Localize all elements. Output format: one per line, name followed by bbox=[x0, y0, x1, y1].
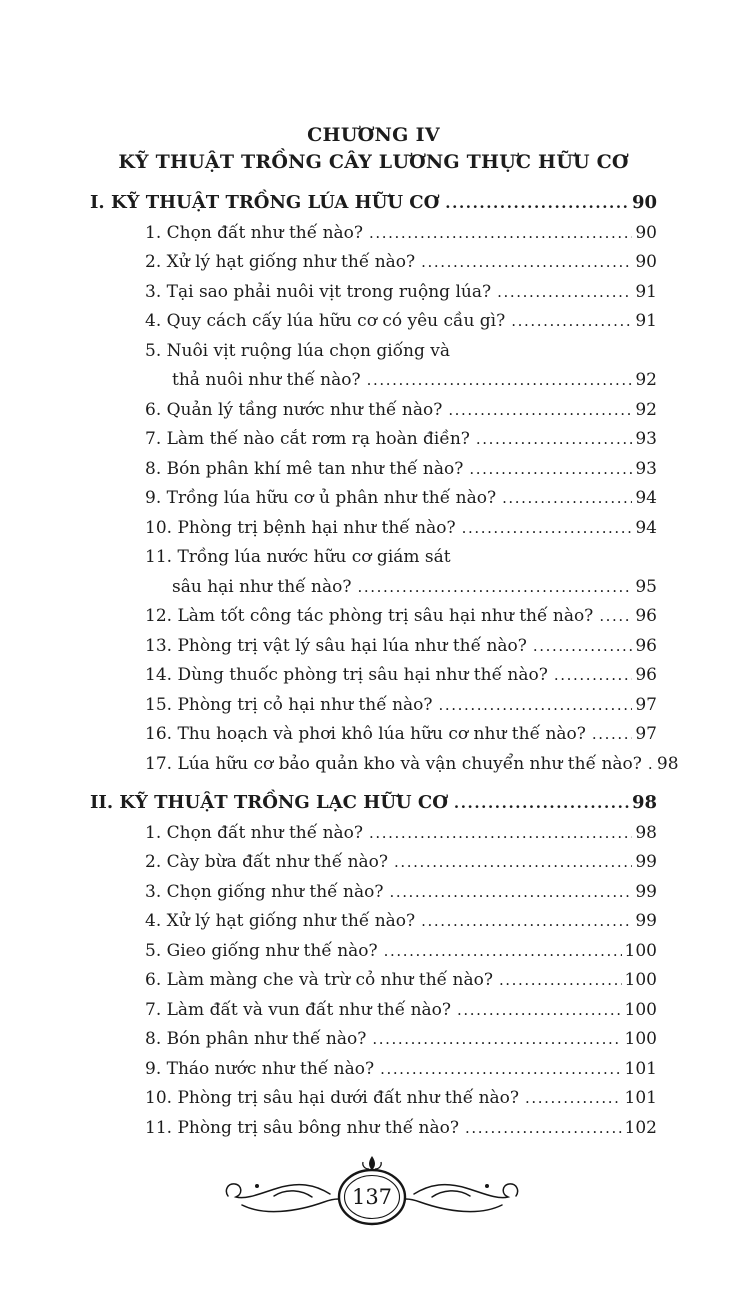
toc-page-number: 91 bbox=[635, 311, 657, 331]
toc-leader-dots bbox=[369, 819, 632, 849]
toc-entry bbox=[90, 396, 657, 426]
toc-entry-label: 16. Thu hoạch và phơi khô lúa hữu cơ như thế nào? bbox=[145, 724, 586, 744]
toc-page-number: 92 bbox=[635, 399, 657, 420]
toc-page-number: 94 bbox=[635, 488, 657, 508]
toc-entry-label: 11. Phòng trị sâu bông như thế nào? bbox=[145, 1117, 459, 1138]
toc-leader-dots bbox=[380, 1055, 621, 1085]
toc-entry bbox=[90, 691, 657, 721]
toc-leader-dots bbox=[648, 750, 654, 780]
toc-section-heading bbox=[90, 788, 657, 819]
toc-page-number: 101 bbox=[624, 1088, 657, 1108]
toc-leader-dots bbox=[469, 455, 632, 485]
toc-page-number: 100 bbox=[624, 1029, 657, 1049]
toc-entry bbox=[90, 878, 657, 908]
toc-page-number: 98 bbox=[635, 822, 657, 843]
toc-entry bbox=[90, 632, 657, 662]
toc-entry bbox=[90, 750, 679, 780]
toc-entry-label: 15. Phòng trị cỏ hại như thế nào? bbox=[145, 694, 433, 715]
toc-page-number: 99 bbox=[635, 852, 657, 872]
toc-entry bbox=[90, 907, 657, 937]
toc-entry bbox=[90, 966, 657, 996]
toc-page-number: 98 bbox=[631, 792, 657, 813]
toc-entry bbox=[90, 1114, 657, 1144]
toc-entry-label: 4. Quy cách cấy lúa hữu cơ có yêu cầu gì? bbox=[145, 311, 506, 331]
toc-entry-label: 10. Phòng trị bệnh hại như thế nào? bbox=[145, 517, 456, 538]
toc-leader-dots bbox=[554, 661, 632, 691]
toc-entry bbox=[90, 1025, 657, 1055]
toc-page-number: 102 bbox=[624, 1117, 657, 1138]
toc-leader-dots bbox=[465, 1114, 622, 1144]
toc-page-number: 90 bbox=[631, 192, 657, 213]
toc-entry bbox=[90, 425, 657, 455]
toc-page-number: 99 bbox=[635, 911, 657, 931]
toc-entry bbox=[90, 602, 657, 632]
toc-entry-label: 4. Xử lý hạt giống như thế nào? bbox=[145, 911, 416, 931]
toc-entry-label: 6. Quản lý tầng nước như thế nào? bbox=[145, 399, 443, 420]
toc-leader-dots bbox=[367, 366, 633, 396]
toc-leader-dots bbox=[502, 484, 632, 514]
toc-entry-label: 14. Dùng thuốc phòng trị sâu hại như thế nào? bbox=[145, 665, 548, 685]
toc-entry-label: 3. Chọn giống như thế nào? bbox=[145, 881, 384, 902]
toc-page-number: 100 bbox=[624, 940, 657, 961]
toc-leader-dots bbox=[499, 966, 622, 996]
toc-page-number: 101 bbox=[624, 1058, 657, 1079]
toc-page-number: 91 bbox=[635, 281, 657, 302]
toc-entry bbox=[90, 996, 657, 1026]
toc-page-number: 90 bbox=[635, 222, 657, 243]
toc-leader-dots bbox=[448, 396, 632, 426]
toc-entry bbox=[90, 248, 657, 278]
toc-entry bbox=[90, 543, 657, 573]
toc-leader-dots bbox=[592, 720, 632, 750]
toc-entry bbox=[90, 455, 657, 485]
toc-leader-dots bbox=[372, 1025, 621, 1055]
toc-entry-label: 2. Xử lý hạt giống như thế nào? bbox=[145, 252, 416, 272]
toc-entry-label: 12. Làm tốt công tác phòng trị sâu hại như thế nào? bbox=[145, 606, 594, 626]
toc-entry-label: 5. Nuôi vịt ruộng lúa chọn giống và bbox=[145, 340, 451, 361]
toc-entry-label: 9. Trồng lúa hữu cơ ủ phân như thế nào? bbox=[145, 488, 497, 508]
toc-page-number: 92 bbox=[635, 370, 657, 390]
toc-leader-dots bbox=[525, 1084, 622, 1114]
toc-entry-label: 8. Bón phân khí mê tan như thế nào? bbox=[145, 458, 464, 479]
toc-leader-dots bbox=[421, 248, 632, 278]
toc-page-number: 94 bbox=[635, 517, 657, 538]
toc-leader-dots bbox=[511, 307, 632, 337]
toc-leader-dots bbox=[533, 632, 632, 662]
chapter-header bbox=[90, 124, 657, 173]
toc-page-number: 96 bbox=[635, 635, 657, 656]
toc-page-number: 96 bbox=[635, 606, 657, 626]
toc-page-number: 93 bbox=[635, 429, 657, 449]
toc-entry bbox=[90, 661, 657, 691]
toc-page-number: 97 bbox=[635, 694, 657, 715]
toc-entry bbox=[90, 484, 657, 514]
toc-page-number: 96 bbox=[635, 665, 657, 685]
toc-entry-label: 17. Lúa hữu cơ bảo quản kho và vận chuyển như thế nào? bbox=[145, 753, 642, 774]
toc-leader-dots bbox=[457, 996, 622, 1026]
toc-entry bbox=[90, 720, 657, 750]
toc-entry-label: 11. Trồng lúa nước hữu cơ giám sát bbox=[145, 547, 451, 567]
toc-section-heading bbox=[90, 188, 657, 219]
toc-leader-dots bbox=[394, 848, 632, 878]
toc-entry-label: 13. Phòng trị vật lý sâu hại lúa như thế nào? bbox=[145, 635, 527, 656]
toc-entry bbox=[90, 1055, 657, 1085]
toc-entry-label: 6. Làm màng che và trừ cỏ như thế nào? bbox=[145, 970, 493, 990]
toc-entry-label: I. KỸ THUẬT TRỒNG LÚA HỮU CƠ bbox=[90, 192, 440, 213]
toc-leader-dots bbox=[599, 602, 632, 632]
toc-leader-dots bbox=[421, 907, 632, 937]
toc-entry-label: 9. Tháo nước như thế nào? bbox=[145, 1058, 375, 1079]
toc-entry bbox=[90, 219, 657, 249]
toc-entry bbox=[90, 337, 657, 367]
toc-entry-label: 7. Làm đất và vun đất như thế nào? bbox=[145, 999, 452, 1020]
toc-entry bbox=[90, 1084, 657, 1114]
toc-entry bbox=[90, 278, 657, 308]
toc-entry bbox=[90, 819, 657, 849]
toc-entry-label: 1. Chọn đất như thế nào? bbox=[145, 822, 364, 843]
toc-page-number: 93 bbox=[635, 458, 657, 479]
toc-page-number: 98 bbox=[656, 753, 679, 774]
toc-entry-label: 1. Chọn đất như thế nào? bbox=[145, 222, 364, 243]
toc-entry-label: thả nuôi như thế nào? bbox=[172, 370, 361, 390]
toc-page-number: 100 bbox=[624, 970, 657, 990]
toc-leader-dots bbox=[454, 788, 629, 819]
toc-entry-label: sâu hại như thế nào? bbox=[172, 576, 352, 597]
toc-leader-dots bbox=[439, 691, 633, 721]
toc-page-number: 99 bbox=[635, 881, 657, 902]
toc-section bbox=[90, 788, 657, 1143]
decorative-flourish-icon bbox=[212, 1150, 532, 1234]
toc-entry bbox=[90, 937, 657, 967]
toc-entry-label: 2. Cày bừa đất như thế nào? bbox=[145, 852, 389, 872]
toc-leader-dots bbox=[445, 188, 629, 219]
toc-page-number: 95 bbox=[635, 576, 657, 597]
toc-entry-continuation bbox=[90, 366, 657, 396]
toc-page-number: 97 bbox=[635, 724, 657, 744]
table-of-contents bbox=[90, 188, 679, 1143]
toc-entry-label: 5. Gieo giống như thế nào? bbox=[145, 940, 378, 961]
page-number: 137 bbox=[351, 1185, 393, 1209]
toc-entry-label: 3. Tại sao phải nuôi vịt trong ruộng lúa? bbox=[145, 281, 492, 302]
toc-entry-label: II. KỸ THUẬT TRỒNG LẠC HỮU CƠ bbox=[90, 792, 448, 813]
toc-entry-label: 8. Bón phân như thế nào? bbox=[145, 1029, 367, 1049]
toc-entry bbox=[90, 514, 657, 544]
toc-entry-label: 10. Phòng trị sâu hại dưới đất như thế nào? bbox=[145, 1088, 519, 1108]
toc-leader-dots bbox=[497, 278, 632, 308]
chapter-title: KỸ THUẬT TRỒNG CÂY LƯƠNG THỰC HỮU CƠ bbox=[118, 151, 629, 173]
toc-entry bbox=[90, 848, 657, 878]
toc-leader-dots bbox=[389, 878, 632, 908]
toc-section bbox=[90, 188, 679, 779]
toc-entry bbox=[90, 307, 657, 337]
toc-leader-dots bbox=[462, 514, 633, 544]
toc-entry-label: 7. Làm thế nào cắt rơm rạ hoàn điền? bbox=[145, 429, 470, 449]
toc-leader-dots bbox=[384, 937, 622, 967]
toc-entry-continuation bbox=[90, 573, 657, 603]
toc-leader-dots bbox=[357, 573, 632, 603]
chapter-label: CHƯƠNG IV bbox=[307, 124, 440, 146]
page-footer bbox=[0, 1150, 744, 1238]
toc-page-number: 100 bbox=[624, 999, 657, 1020]
toc-page-number: 90 bbox=[635, 252, 657, 272]
toc-leader-dots bbox=[369, 219, 632, 249]
toc-leader-dots bbox=[476, 425, 632, 455]
